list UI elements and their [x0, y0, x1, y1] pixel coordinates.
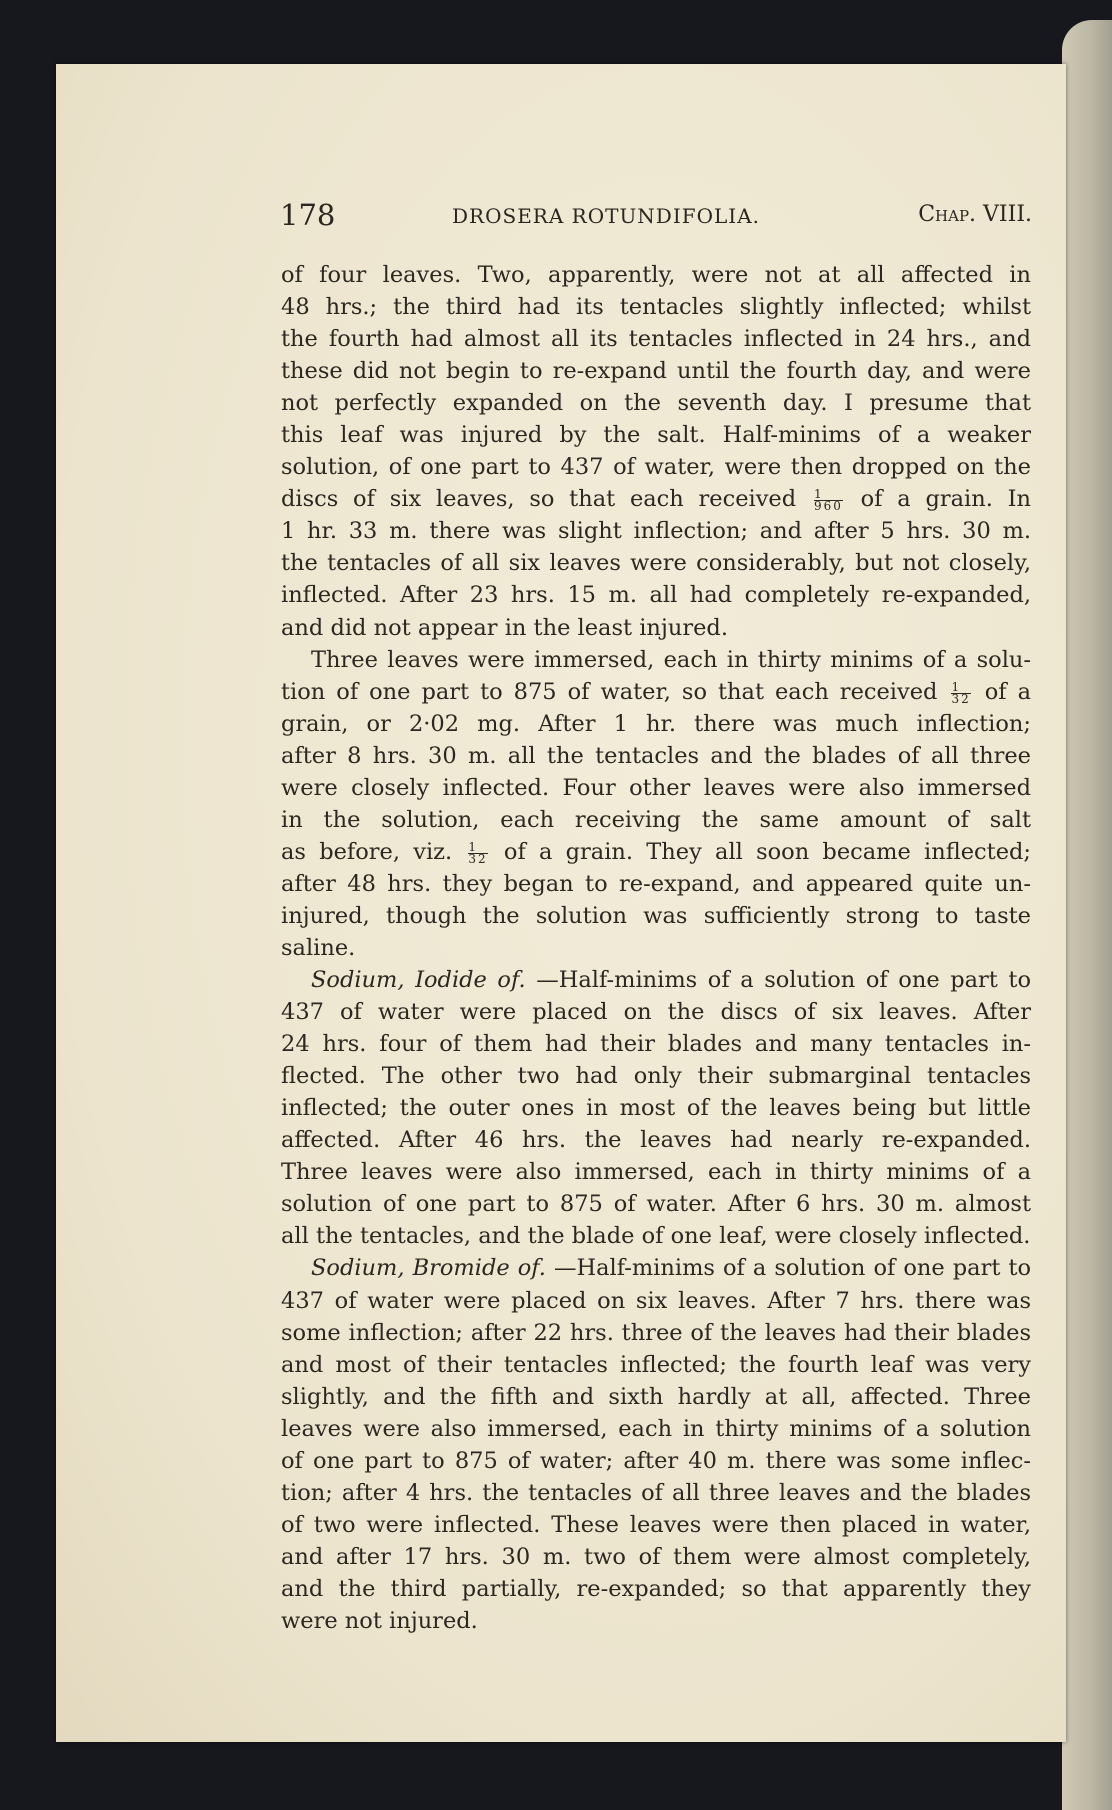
italic-heading: Sodium, Bromide of. [311, 1255, 546, 1282]
paragraph [281, 964, 1031, 1252]
fraction: $\frac{1}{32}$ [951, 679, 971, 706]
text-line: of one part to 875 of water; after 40 m. there was some inflec- [281, 1447, 1031, 1474]
text-line: the tentacles of all six leaves were considerably, but not closely, [281, 550, 1031, 577]
text-line: and did not appear in the least injured. [281, 614, 728, 641]
italic-heading: Sodium, Iodide of. [311, 967, 526, 994]
text-line: this leaf was injured by the salt. Half-minims of a weaker [281, 422, 1031, 449]
text-line: solution of one part to 875 of water. After 6 hrs. 30 m. almost [281, 1191, 1031, 1218]
text-line: 1 hr. 33 m. there was slight inflection; and after 5 hrs. 30 m. [281, 518, 1031, 545]
text-line: inflected; the outer ones in most of the leaves being but little [281, 1095, 1031, 1122]
paragraph [281, 1252, 1031, 1637]
text-line: Sodium, Bromide of. —Half-minims of a solution of one part to [311, 1255, 1031, 1282]
text-line: slightly, and the fifth and sixth hardly at all, affected. Three [281, 1383, 1031, 1410]
adjacent-page-edge [1062, 20, 1112, 1810]
text-line: were closely inflected. Four other leaves were also immersed [281, 774, 1031, 801]
text-line: after 48 hrs. they began to re-expand, and appeared quite un- [281, 870, 1031, 897]
text-line: 24 hrs. four of them had their blades and many tentacles in- [281, 1031, 1031, 1058]
text-line: inflected. After 23 hrs. 15 m. all had completely re-expanded, [281, 582, 1031, 609]
text-line: the fourth had almost all its tentacles inflected in 24 hrs., and [281, 326, 1031, 353]
text-line: grain, or 2·02 mg. After 1 hr. there was much inflection; [281, 710, 1031, 737]
text-line: of two were inflected. These leaves were then placed in water, [281, 1511, 1031, 1538]
text-line: discs of six leaves, so that each received $\frac{1}{960}$ of a grain. In [281, 486, 1032, 514]
fraction: $\frac{1}{960}$ [813, 487, 843, 514]
text-line: were not injured. [281, 1607, 478, 1634]
text-line: tion; after 4 hrs. the tentacles of all three leaves and the blades [281, 1479, 1031, 1506]
page-number: 178 [280, 198, 336, 232]
text-line: as before, viz. $\frac{1}{32}$ of a grain. They all soon became inflected; [281, 838, 1031, 866]
text-line: solution, of one part to 437 of water, were then dropped on the [281, 454, 1031, 481]
text-line: not perfectly expanded on the seventh day. I presume that [281, 390, 1031, 417]
text-line: flected. The other two had only their submarginal tentacles [281, 1063, 1031, 1090]
paragraph [281, 259, 1031, 644]
paragraph [281, 644, 1031, 964]
text-line: saline. [281, 934, 356, 961]
text-line: of four leaves. Two, apparently, were not at all affected in [281, 262, 1031, 288]
text-line: 437 of water were placed on six leaves. After 7 hrs. there was [281, 1287, 1031, 1314]
text-line: and the third partially, re-expanded; so that apparently they [281, 1575, 1031, 1602]
chapter-label: Chap. VIII. [918, 202, 1032, 227]
text-line: Three leaves were also immersed, each in thirty minims of a [281, 1159, 1031, 1186]
text-line: all the tentacles, and the blade of one leaf, were closely inflected. [281, 1223, 1031, 1250]
running-title: DROSERA ROTUNDIFOLIA. [452, 204, 760, 228]
text-line: Sodium, Iodide of. —Half-minims of a solution of one part to [311, 967, 1031, 994]
text-line: tion of one part to 875 of water, so that each received $\frac{1}{32}$ of a [281, 678, 1031, 706]
text-line: affected. After 46 hrs. the leaves had nearly re-expanded. [281, 1127, 1031, 1154]
text-line: 437 of water were placed on the discs of six leaves. After [281, 999, 1031, 1026]
text-line: after 8 hrs. 30 m. all the tentacles and the blades of all three [281, 742, 1031, 769]
text-line: some inflection; after 22 hrs. three of the leaves had their blades [281, 1319, 1031, 1346]
page-body-text [281, 259, 1031, 1637]
text-line: Three leaves were immersed, each in thirty minims of a solu- [311, 646, 1031, 673]
text-line: leaves were also immersed, each in thirty minims of a solution [281, 1415, 1031, 1442]
fraction: $\frac{1}{32}$ [468, 839, 488, 866]
text-line: and most of their tentacles inflected; the fourth leaf was very [281, 1351, 1031, 1378]
page-header [280, 198, 1032, 232]
text-line: and after 17 hrs. 30 m. two of them were almost completely, [281, 1543, 1031, 1570]
text-line: injured, though the solution was sufficiently strong to taste [281, 902, 1031, 929]
text-line: in the solution, each receiving the same amount of salt [281, 806, 1031, 833]
text-line: 48 hrs.; the third had its tentacles slightly inflected; whilst [281, 294, 1031, 321]
text-line: these did not begin to re-expand until the fourth day, and were [281, 358, 1031, 385]
